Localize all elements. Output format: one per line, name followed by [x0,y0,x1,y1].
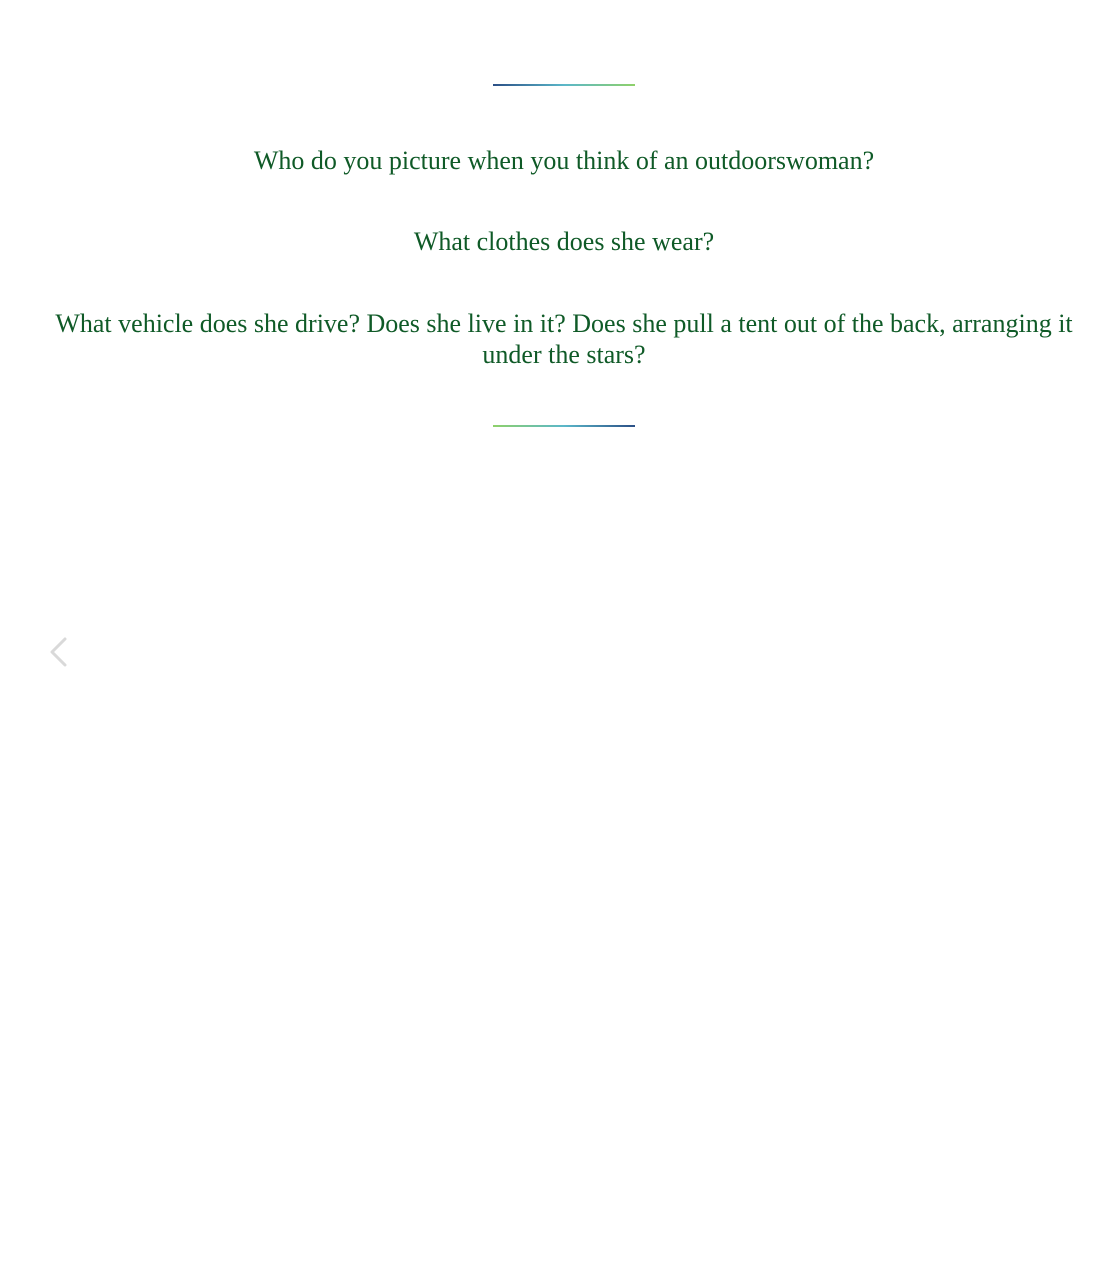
top-gradient-divider [493,84,635,86]
prompt-clothes: What clothes does she wear? [413,227,715,256]
prompt-vehicle: What vehicle does she drive? Does she live in it? Does she pull a tent out of the back, arranging it under the stars? [55,309,1073,369]
previous-slide-button[interactable] [40,634,76,670]
prompt-outdoorswoman: Who do you picture when you think of an outdoorswoman? [253,146,875,175]
chevron-left-icon [48,637,68,667]
bottom-gradient-divider [493,425,635,427]
